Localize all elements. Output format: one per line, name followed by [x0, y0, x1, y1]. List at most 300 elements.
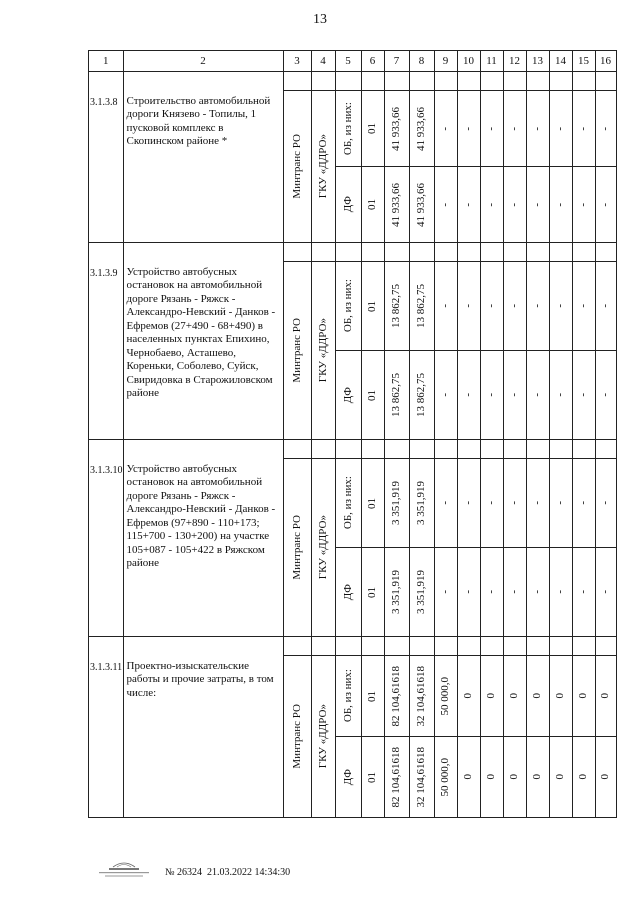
header-cell: 3	[283, 51, 311, 72]
year-cell-text: -	[599, 202, 611, 207]
year-cell	[526, 351, 549, 440]
block-gap-row	[89, 637, 617, 656]
executor-cell-text: ГКУ «ДДРО»	[316, 134, 329, 199]
gap-cell	[335, 243, 361, 262]
responsible-cell	[283, 656, 311, 818]
year-cell-text: -	[577, 501, 589, 505]
code-cell-text: 01	[366, 389, 378, 401]
gap-cell	[572, 243, 595, 262]
header-cell: 8	[409, 51, 434, 72]
responsible-cell-text: Минтранс РО	[290, 134, 303, 199]
total-cell	[384, 167, 409, 243]
table-row	[89, 459, 617, 548]
year-cell-text: -	[577, 202, 589, 207]
gap-cell	[283, 72, 311, 91]
row-id: 3.1.3.10	[89, 459, 124, 637]
gap-cell	[572, 637, 595, 656]
funding-source-cell	[335, 459, 361, 548]
year-cell	[457, 91, 480, 167]
header-cell: 12	[503, 51, 526, 72]
year-cell	[526, 656, 549, 737]
year-cell	[409, 91, 434, 167]
gap-cell	[526, 243, 549, 262]
gap-cell	[384, 637, 409, 656]
year-cell-text: 0	[577, 693, 589, 699]
gap-cell	[457, 440, 480, 459]
table-row	[89, 656, 617, 737]
row-id: 3.1.3.8	[89, 91, 124, 243]
year-cell	[549, 459, 572, 548]
year-cell	[503, 459, 526, 548]
year-cell-text: -	[462, 501, 474, 505]
gap-cell	[335, 637, 361, 656]
year-cell-text: -	[531, 501, 543, 505]
gap-cell	[311, 637, 335, 656]
year-cell	[434, 262, 457, 351]
table-row	[89, 91, 617, 167]
year-cell	[409, 262, 434, 351]
year-cell	[526, 262, 549, 351]
responsible-cell	[283, 262, 311, 440]
year-cell-text: -	[599, 590, 611, 594]
gap-cell	[457, 72, 480, 91]
header-cell: 15	[572, 51, 595, 72]
year-cell-text: 0	[462, 693, 474, 699]
year-cell-text: -	[531, 304, 543, 308]
year-cell	[503, 656, 526, 737]
total-cell	[384, 351, 409, 440]
gap-cell	[311, 440, 335, 459]
year-cell	[457, 351, 480, 440]
year-cell	[457, 167, 480, 243]
table-row	[89, 262, 617, 351]
funding-source-cell	[335, 91, 361, 167]
header-cell: 14	[549, 51, 572, 72]
year-cell-text: 0	[462, 774, 474, 780]
funding-source-cell-text: ОБ, из них:	[341, 101, 354, 156]
header-cell: 2	[123, 51, 283, 72]
year-cell	[480, 548, 503, 637]
funding-source-cell-text: ОБ, из них:	[341, 669, 354, 723]
funding-source-cell-text: ДФ	[341, 768, 354, 786]
year-cell-text: 0	[508, 693, 520, 699]
year-cell	[480, 351, 503, 440]
footer-doc-number: № 26324	[165, 867, 203, 878]
gap-cell	[549, 243, 572, 262]
total-cell	[384, 459, 409, 548]
gap-cell	[480, 637, 503, 656]
year-cell-text: -	[577, 304, 589, 308]
year-cell	[572, 262, 595, 351]
year-cell	[503, 167, 526, 243]
gap-cell	[283, 440, 311, 459]
year-cell-text: -	[485, 501, 497, 505]
total-cell-text: 82 104,61618	[390, 665, 402, 727]
year-cell-text: -	[439, 501, 451, 505]
code-cell	[361, 167, 384, 243]
year-cell	[526, 548, 549, 637]
gap-cell	[457, 243, 480, 262]
gap-cell	[526, 637, 549, 656]
year-cell	[480, 167, 503, 243]
gap-cell	[311, 243, 335, 262]
gap-cell	[503, 72, 526, 91]
gap-cell	[595, 637, 616, 656]
year-cell-text: -	[439, 202, 451, 207]
footer-registration	[165, 867, 290, 878]
year-cell	[457, 656, 480, 737]
year-cell-text: -	[554, 126, 566, 131]
year-cell-text: 0	[508, 774, 520, 780]
row-description: Устройство автобусных остановок на автомобильной дороге Рязань - Ряжск - Александро-Невский - Данков - Ефремов (27+490 - 68+490) в населенных пунктах Епихино, Чернобаево, Асташево, Кореньки, Соболево, Суйск, Свиридовка в Старожиловском районе	[123, 262, 283, 440]
gap-cell	[572, 72, 595, 91]
header-cell: 6	[361, 51, 384, 72]
year-cell	[434, 167, 457, 243]
responsible-cell-text: Минтранс РО	[290, 318, 303, 383]
year-cell-text: -	[508, 393, 520, 397]
year-cell	[572, 548, 595, 637]
gap-cell	[409, 637, 434, 656]
year-cell-text: 13 862,75	[415, 373, 427, 417]
total-cell	[384, 548, 409, 637]
gap-cell	[434, 72, 457, 91]
gap-cell	[89, 243, 124, 262]
year-cell-text: 50 000,0	[439, 676, 451, 716]
year-cell-text: 0	[599, 774, 611, 780]
responsible-cell-text: Минтранс РО	[290, 704, 303, 769]
gap-cell	[361, 440, 384, 459]
year-cell-text: -	[485, 126, 497, 131]
total-cell	[384, 91, 409, 167]
gap-cell	[89, 440, 124, 459]
year-cell-text: 0	[599, 693, 611, 699]
year-cell-text: 0	[485, 693, 497, 699]
year-cell	[457, 459, 480, 548]
gap-cell	[123, 243, 283, 262]
code-cell-text: 01	[366, 690, 378, 702]
year-cell	[409, 548, 434, 637]
gap-cell	[595, 440, 616, 459]
year-cell-text: -	[462, 393, 474, 397]
gap-cell	[526, 72, 549, 91]
row-description: Устройство автобусных остановок на автомобильной дороге Рязань - Ряжск - Александро-Невский - Данков - Ефремов (97+890 - 110+173; 115+700 - 130+200) на участке 105+087 - 105+422 в Ряжском районе	[123, 459, 283, 637]
year-cell	[595, 351, 616, 440]
code-cell	[361, 351, 384, 440]
funding-source-cell	[335, 167, 361, 243]
code-cell-text: 01	[366, 199, 378, 210]
total-cell-text: 3 351,919	[390, 570, 402, 614]
header-cell: 1	[89, 51, 124, 72]
year-cell	[572, 91, 595, 167]
gap-cell	[503, 243, 526, 262]
year-cell-text: -	[599, 393, 611, 397]
gap-cell	[384, 72, 409, 91]
year-cell-text: -	[439, 393, 451, 397]
funding-source-cell	[335, 656, 361, 737]
gap-cell	[89, 637, 124, 656]
year-cell	[572, 656, 595, 737]
header-cell: 5	[335, 51, 361, 72]
year-cell	[595, 167, 616, 243]
year-cell-text: -	[485, 590, 497, 594]
year-cell	[595, 737, 616, 818]
year-cell-text: 13 862,75	[415, 284, 427, 328]
year-cell	[595, 91, 616, 167]
responsible-cell-text: Минтранс РО	[290, 515, 303, 580]
year-cell	[526, 737, 549, 818]
year-cell-text: -	[577, 393, 589, 397]
year-cell	[480, 737, 503, 818]
gap-cell	[283, 243, 311, 262]
gap-cell	[311, 72, 335, 91]
funding-source-cell	[335, 737, 361, 818]
header-cell: 16	[595, 51, 616, 72]
header-cell: 4	[311, 51, 335, 72]
year-cell-text: 32 104,61618	[415, 746, 427, 808]
executor-cell	[311, 656, 335, 818]
code-cell	[361, 91, 384, 167]
year-cell	[503, 91, 526, 167]
year-cell-text: -	[439, 590, 451, 594]
year-cell-text: 41 933,66	[415, 182, 427, 227]
total-cell-text: 3 351,919	[390, 481, 402, 525]
year-cell	[572, 459, 595, 548]
registry-logo-icon	[95, 857, 153, 879]
year-cell-text: -	[439, 126, 451, 131]
header-cell: 9	[434, 51, 457, 72]
gap-cell	[384, 243, 409, 262]
header-cell: 13	[526, 51, 549, 72]
year-cell-text: -	[462, 590, 474, 594]
funding-source-cell	[335, 548, 361, 637]
gap-cell	[335, 440, 361, 459]
header-cell: 7	[384, 51, 409, 72]
year-cell	[549, 656, 572, 737]
row-description: Проектно-изыскательские работы и прочие затраты, в том числе:	[123, 656, 283, 818]
gap-cell	[595, 72, 616, 91]
total-cell-text: 41 933,66	[390, 106, 402, 151]
gap-cell	[434, 637, 457, 656]
gap-cell	[480, 72, 503, 91]
year-cell-text: -	[485, 393, 497, 397]
gap-cell	[434, 440, 457, 459]
year-cell-text: 0	[485, 774, 497, 780]
total-cell	[384, 737, 409, 818]
year-cell	[457, 262, 480, 351]
gap-cell	[361, 637, 384, 656]
funding-source-cell-text: ОБ, из них:	[341, 279, 354, 333]
year-cell-text: -	[554, 202, 566, 207]
year-cell-text: 0	[554, 774, 566, 780]
year-cell	[549, 262, 572, 351]
header-cell: 11	[480, 51, 503, 72]
code-cell-text: 01	[366, 771, 378, 783]
year-cell-text: -	[554, 304, 566, 308]
year-cell	[595, 459, 616, 548]
year-cell	[549, 737, 572, 818]
gap-cell	[283, 637, 311, 656]
executor-cell	[311, 459, 335, 637]
year-cell	[434, 656, 457, 737]
code-cell	[361, 548, 384, 637]
year-cell-text: 0	[554, 693, 566, 699]
year-cell	[503, 548, 526, 637]
funding-source-cell-text: ДФ	[341, 196, 354, 213]
footer-timestamp: 21.03.2022 14:34:30	[207, 867, 291, 878]
executor-cell	[311, 91, 335, 243]
executor-cell-text: ГКУ «ДДРО»	[316, 515, 329, 580]
year-cell	[480, 459, 503, 548]
year-cell-text: 50 000,0	[439, 757, 451, 797]
funding-source-cell-text: ДФ	[341, 583, 354, 601]
year-cell	[549, 91, 572, 167]
gap-cell	[434, 243, 457, 262]
code-cell-text: 01	[366, 497, 378, 509]
executor-cell-text: ГКУ «ДДРО»	[316, 318, 329, 383]
year-cell-text: -	[531, 202, 543, 207]
funding-source-cell-text: ОБ, из них:	[341, 476, 354, 530]
year-cell	[409, 737, 434, 818]
year-cell-text: 0	[577, 774, 589, 780]
year-cell	[409, 459, 434, 548]
year-cell-text: -	[485, 202, 497, 207]
year-cell	[434, 91, 457, 167]
year-cell	[457, 737, 480, 818]
year-cell	[526, 91, 549, 167]
year-cell-text: -	[531, 590, 543, 594]
year-cell-text: -	[531, 126, 543, 131]
code-cell	[361, 459, 384, 548]
year-cell	[572, 167, 595, 243]
year-cell	[434, 459, 457, 548]
header-row	[89, 51, 617, 72]
gap-cell	[503, 440, 526, 459]
responsible-cell	[283, 459, 311, 637]
year-cell-text: -	[577, 590, 589, 594]
total-cell	[384, 262, 409, 351]
year-cell-text: -	[508, 126, 520, 131]
code-cell	[361, 737, 384, 818]
gap-cell	[409, 440, 434, 459]
code-cell-text: 01	[366, 300, 378, 312]
year-cell-text: 0	[531, 774, 543, 780]
gap-cell	[384, 440, 409, 459]
row-description: Строительство автомобильной дороги Князево - Топилы, 1 пусковой комплекс в Скопинском районе *	[123, 91, 283, 243]
year-cell	[595, 656, 616, 737]
budget-table	[88, 50, 617, 818]
year-cell-text: 3 351,919	[415, 481, 427, 525]
year-cell	[480, 91, 503, 167]
year-cell-text: -	[508, 590, 520, 594]
year-cell-text: -	[508, 304, 520, 308]
year-cell	[572, 351, 595, 440]
year-cell-text: -	[508, 202, 520, 207]
year-cell-text: -	[462, 304, 474, 308]
year-cell	[526, 167, 549, 243]
year-cell-text: 41 933,66	[415, 106, 427, 151]
year-cell-text: 3 351,919	[415, 570, 427, 614]
year-cell-text: -	[599, 304, 611, 308]
total-cell	[384, 656, 409, 737]
gap-cell	[549, 637, 572, 656]
year-cell-text: -	[599, 501, 611, 505]
gap-cell	[549, 440, 572, 459]
total-cell-text: 41 933,66	[390, 182, 402, 227]
code-cell	[361, 656, 384, 737]
gap-cell	[361, 72, 384, 91]
gap-cell	[123, 440, 283, 459]
year-cell	[409, 351, 434, 440]
year-cell-text: -	[462, 202, 474, 207]
year-cell	[595, 548, 616, 637]
gap-cell	[409, 243, 434, 262]
row-id: 3.1.3.11	[89, 656, 124, 818]
year-cell	[434, 351, 457, 440]
gap-cell	[526, 440, 549, 459]
gap-cell	[409, 72, 434, 91]
gap-cell	[361, 243, 384, 262]
gap-cell	[123, 637, 283, 656]
year-cell	[409, 656, 434, 737]
year-cell	[457, 548, 480, 637]
year-cell-text: -	[554, 501, 566, 505]
year-cell	[549, 548, 572, 637]
year-cell	[503, 262, 526, 351]
year-cell-text: -	[439, 304, 451, 308]
year-cell	[595, 262, 616, 351]
year-cell-text: -	[462, 126, 474, 131]
block-gap-row	[89, 243, 617, 262]
year-cell	[480, 656, 503, 737]
year-cell-text: -	[485, 304, 497, 308]
funding-source-cell	[335, 262, 361, 351]
executor-cell	[311, 262, 335, 440]
gap-cell	[480, 243, 503, 262]
gap-cell	[549, 72, 572, 91]
year-cell	[526, 459, 549, 548]
code-cell-text: 01	[366, 123, 378, 134]
code-cell	[361, 262, 384, 351]
gap-cell	[503, 637, 526, 656]
responsible-cell	[283, 91, 311, 243]
year-cell	[572, 737, 595, 818]
year-cell-text: -	[508, 501, 520, 505]
funding-source-cell	[335, 351, 361, 440]
year-cell	[503, 737, 526, 818]
year-cell-text: 32 104,61618	[415, 665, 427, 727]
year-cell-text: -	[531, 393, 543, 397]
gap-cell	[457, 637, 480, 656]
year-cell-text: -	[599, 126, 611, 131]
year-cell-text: -	[577, 126, 589, 131]
year-cell-text: -	[554, 590, 566, 594]
block-gap-row	[89, 72, 617, 91]
funding-source-cell-text: ДФ	[341, 386, 354, 404]
year-cell	[409, 167, 434, 243]
gap-cell	[480, 440, 503, 459]
year-cell-text: 0	[531, 693, 543, 699]
year-cell	[549, 351, 572, 440]
year-cell-text: -	[554, 393, 566, 397]
code-cell-text: 01	[366, 586, 378, 598]
block-gap-row	[89, 440, 617, 459]
gap-cell	[335, 72, 361, 91]
gap-cell	[595, 243, 616, 262]
total-cell-text: 82 104,61618	[390, 746, 402, 808]
year-cell	[503, 351, 526, 440]
year-cell	[434, 548, 457, 637]
gap-cell	[123, 72, 283, 91]
